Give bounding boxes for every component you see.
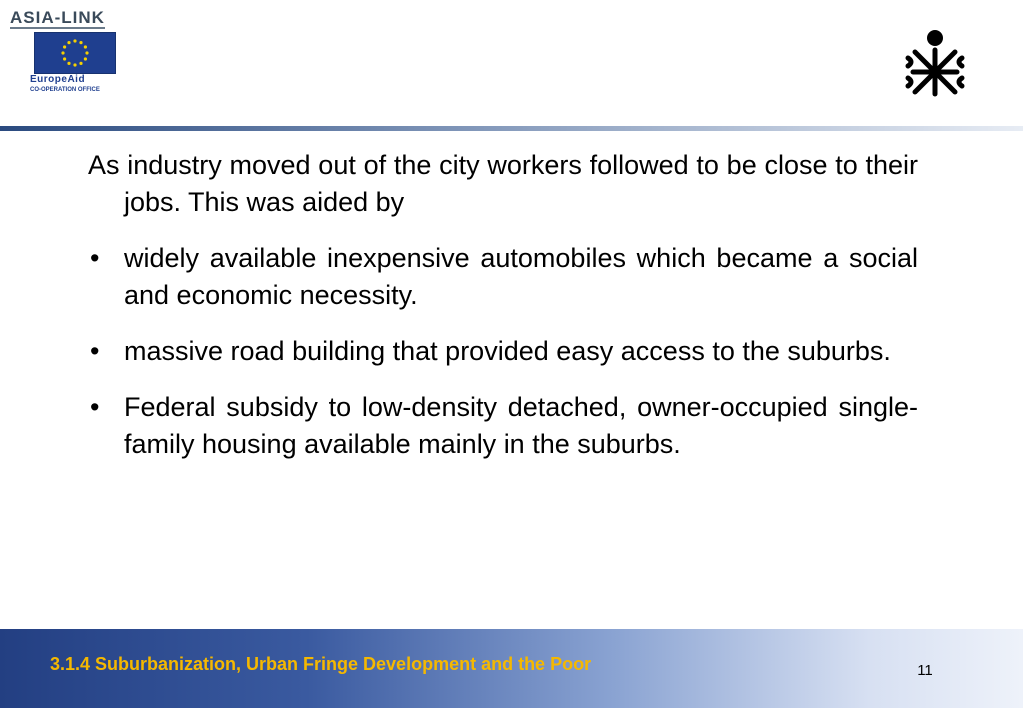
asia-link-logo xyxy=(10,8,138,100)
slide-body xyxy=(88,147,918,482)
emblem-icon xyxy=(900,28,970,100)
bullet-item xyxy=(88,333,918,370)
intro-paragraph: As industry moved out of the city workers followed to be close to their jobs. This was aided by xyxy=(88,150,918,217)
europeaid-label: EuropeAid xyxy=(30,74,86,85)
eu-flag-icon xyxy=(34,32,116,74)
asia-link-text: ASIA-LINK xyxy=(10,8,105,27)
bullet-item xyxy=(88,389,918,463)
bullet-text: Federal subsidy to low-density detached, owner-occupied single-family housing available mainly in the suburbs. xyxy=(124,392,918,459)
asia-link-wordmark xyxy=(10,8,138,34)
header-divider xyxy=(0,126,1023,131)
bullet-item xyxy=(88,240,918,314)
bullet-icon: • xyxy=(90,392,100,422)
bullet-text: widely available inexpensive automobiles which became a social and economic necessity. xyxy=(124,243,918,310)
footer-title: 3.1.4 Suburbanization, Urban Fringe Development and the Poor xyxy=(50,654,592,674)
bullet-icon: • xyxy=(90,336,100,366)
bullet-icon: • xyxy=(90,243,100,273)
cooperation-office-label: CO-OPERATION OFFICE xyxy=(30,87,100,93)
bullet-text: massive road building that provided easy access to the suburbs. xyxy=(124,336,891,366)
page-number: 11 xyxy=(917,662,933,679)
footer-bar xyxy=(0,629,1023,708)
